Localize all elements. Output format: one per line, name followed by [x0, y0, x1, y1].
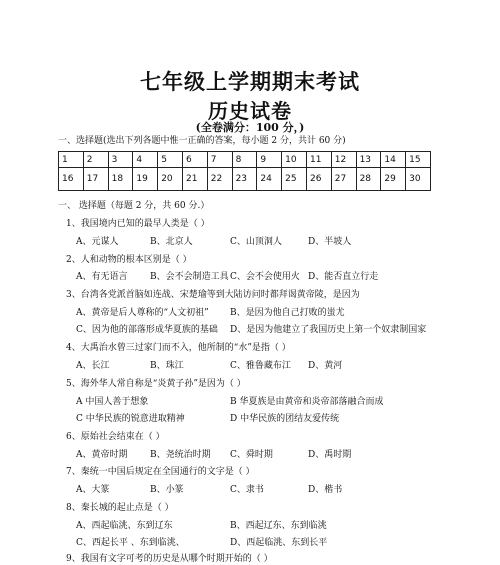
answer-cell: 6 [182, 152, 207, 168]
option: C、西起长平 、东到临洮、 [76, 538, 185, 548]
option: A、大篆 [76, 485, 110, 495]
section-instruction: 一、选择题(选出下列各题中惟一正确的答案，每小题 2 分，共计 60 分) [58, 136, 346, 146]
question-stem: 1、我国境内已知的最早人类是（ ） [66, 219, 210, 229]
answer-cell: 20 [158, 168, 183, 191]
option: B、尧统治时期 [150, 450, 211, 460]
question-options [76, 537, 327, 549]
answer-grid-row-1 [59, 152, 431, 168]
question-stem: 7、秦统一中国后规定在全国通行的文字是（ ） [66, 467, 255, 477]
option: A、黄帝是后人尊称的“人文初祖” [76, 308, 209, 318]
option: B、会不会制造工具 [150, 272, 229, 282]
answer-cell: 15 [406, 152, 431, 168]
question-stem: 9、我国有文字可考的历史是从哪个时期开始的（ ） [66, 554, 273, 564]
answer-cell: 9 [257, 152, 282, 168]
question-options [76, 396, 383, 408]
score-note: (全卷满分：100 分，) [195, 121, 305, 134]
answer-cell: 28 [356, 168, 381, 191]
option: A、西起临洮、东到辽东 [76, 521, 173, 531]
exam-title: 七年级上学期期末考试 [140, 70, 360, 94]
question-stem: 5、海外华人常自称是“炎黄子孙”是因为（ ） [66, 379, 246, 389]
answer-cell: 18 [108, 168, 133, 191]
answer-cell: 12 [331, 152, 356, 168]
question-options [76, 360, 342, 372]
answer-cell: 29 [381, 168, 406, 191]
answer-cell: 19 [133, 168, 158, 191]
question-stem: 8、秦长城的起止点是（ ） [66, 503, 174, 513]
answer-cell: 30 [406, 168, 431, 191]
answer-cell: 3 [108, 152, 133, 168]
answer-cell: 10 [282, 152, 307, 168]
option: C、隶书 [230, 485, 264, 495]
question-options [76, 236, 351, 248]
option: D、楷书 [308, 485, 343, 495]
answer-cell: 25 [282, 168, 307, 191]
answer-cell: 1 [59, 152, 84, 168]
answer-cell: 17 [83, 168, 108, 191]
option: B、北京人 [150, 237, 193, 247]
option: C、因为他的部落形成华夏族的基础 [76, 325, 218, 335]
answer-cell: 21 [182, 168, 207, 191]
option: B、是因为他自己打败的蚩尤 [230, 308, 345, 318]
question-options [76, 449, 351, 461]
question-stem: 2、人和动物的根本区别是（ ） [66, 255, 192, 265]
answer-cell: 2 [83, 152, 108, 168]
answer-cell: 13 [356, 152, 381, 168]
question-options [76, 324, 426, 336]
question-options [76, 413, 339, 425]
answer-cell: 8 [232, 152, 257, 168]
option: B、小篆 [150, 485, 184, 495]
answer-cell: 16 [59, 168, 84, 191]
option: C、雅鲁藏布江 [230, 361, 291, 371]
option: A、有无语言 [76, 272, 128, 282]
option: D、能否直立行走 [308, 272, 379, 282]
option: D、是因为他建立了我国历史上第一个奴隶制国家 [230, 325, 427, 335]
option: B、西起辽东、东到临洮 [230, 521, 327, 531]
exam-subtitle: 历史试卷 [208, 99, 292, 123]
answer-cell: 23 [232, 168, 257, 191]
question-options [76, 520, 327, 532]
option: D、西起临洮、东到长平 [230, 538, 328, 548]
option: D、禹时期 [308, 450, 352, 460]
answer-cell: 4 [133, 152, 158, 168]
answer-cell: 26 [306, 168, 331, 191]
answer-cell: 7 [207, 152, 232, 168]
question-stem: 3、台湾各党派首脑如连战、宋楚瑜等到大陆访问时都拜谒黄帝陵，是因为 [66, 290, 360, 300]
answer-cell: 5 [158, 152, 183, 168]
option: D、半坡人 [308, 237, 352, 247]
option: C 中华民族的锐意进取精神 [76, 414, 185, 424]
option: D、黄河 [308, 361, 343, 371]
option: B 华夏族是由黄帝和炎帝部落融合而成 [230, 397, 384, 407]
option: A 中国人善于想象 [76, 397, 149, 407]
question-stem: 4、大禹治水曾三过家门而不入，他所制的“水”是指（ ） [66, 343, 291, 353]
answer-cell: 22 [207, 168, 232, 191]
option: C、山顶洞人 [230, 237, 282, 247]
answer-grid-row-2 [59, 168, 431, 191]
option: B、珠江 [150, 361, 184, 371]
answer-cell: 24 [257, 168, 282, 191]
answer-cell: 14 [381, 152, 406, 168]
answer-grid [58, 151, 431, 191]
option: C、舜时期 [230, 450, 273, 460]
question-options [76, 484, 342, 496]
answer-cell: 11 [306, 152, 331, 168]
question-stem: 6、原始社会结束在（ ） [66, 432, 165, 442]
option: D 中华民族的团结友爱传统 [230, 414, 340, 424]
option: A、长江 [76, 361, 110, 371]
question-options [76, 307, 345, 319]
question-options [76, 271, 378, 283]
option: A、黄帝时期 [76, 450, 128, 460]
section-heading: 一、 选择题（每题 2 分，共 60 分.） [58, 201, 210, 211]
option: C、会不会使用火 [230, 272, 300, 282]
answer-cell: 27 [331, 168, 356, 191]
option: A、元谋人 [76, 237, 119, 247]
